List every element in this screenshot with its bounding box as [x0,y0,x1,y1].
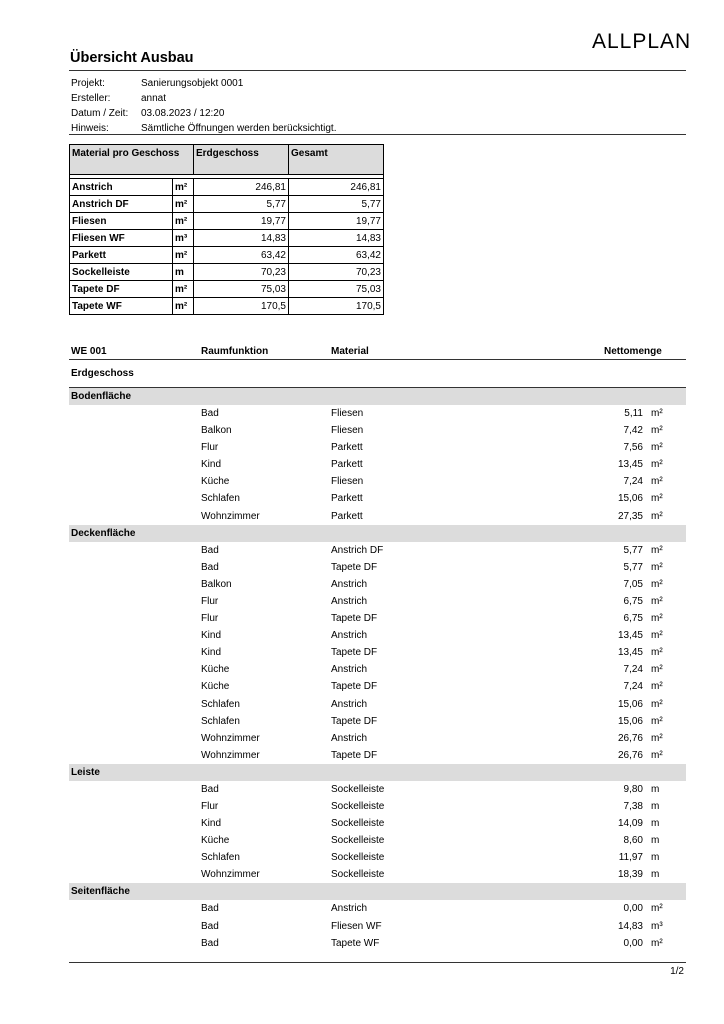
material-name: Sockelleiste [331,818,385,830]
detail-header-unit: WE 001 [71,346,107,357]
summary-total-value: 14,83 [289,230,384,247]
net-amount: 15,06 [617,493,643,505]
summary-total-value: 63,42 [289,247,384,264]
net-amount: 6,75 [623,595,643,607]
allplan-logo: ALLPLAN [592,30,692,53]
detail-row [69,900,686,917]
amount-unit: m² [651,442,663,454]
material-name: Sockelleiste [331,835,385,847]
net-amount: 14,09 [617,818,643,830]
room-name: Bad [201,561,219,573]
net-amount: 7,24 [623,681,643,693]
summary-row [70,230,384,247]
amount-unit: m [651,835,660,847]
detail-row [69,456,686,473]
summary-total-value: 5,77 [289,196,384,213]
material-name: Parkett [331,459,363,471]
summary-eg-value: 170,5 [194,298,289,315]
info-row [71,76,336,91]
info-value: annat [141,93,167,104]
amount-unit: m² [651,630,663,642]
room-name: Schlafen [201,715,240,727]
amount-unit: m [651,783,660,795]
amount-unit: m [651,800,660,812]
net-amount: 7,38 [623,800,643,812]
amount-unit: m² [651,595,663,607]
summary-total-value: 75,03 [289,281,384,298]
amount-unit: m² [651,476,663,488]
detail-row [69,610,686,627]
room-name: Schlafen [201,493,240,505]
room-name: Wohnzimmer [201,510,260,522]
summary-total-value: 19,77 [289,213,384,230]
info-row [71,106,336,121]
detail-row [69,473,686,490]
detail-row [69,405,686,422]
material-name: Tapete DF [331,681,378,693]
room-name: Flur [201,800,219,812]
summary-eg-value: 5,77 [194,196,289,213]
detail-row [69,678,686,695]
summary-material: Parkett [70,247,173,264]
material-name: Tapete DF [331,561,378,573]
detail-row [69,559,686,576]
amount-unit: m² [651,647,663,659]
amount-unit: m² [651,544,663,556]
net-amount: 9,80 [623,783,643,795]
section-heading: Deckenfläche [69,525,686,542]
amount-unit: m² [651,903,663,915]
amount-unit: m² [651,732,663,744]
amount-unit: m [651,818,660,830]
detail-header-amount: Nettomenge [604,346,662,357]
section-heading: Bodenfläche [69,388,686,405]
net-amount: 0,00 [623,903,643,915]
summary-unit: m² [173,247,194,264]
detail-row [69,832,686,849]
detail-row [69,593,686,610]
net-amount: 5,77 [623,561,643,573]
room-name: Küche [201,835,230,847]
net-amount: 13,45 [617,647,643,659]
summary-material: Tapete DF [70,281,173,298]
summary-row [70,298,384,315]
amount-unit: m² [651,561,663,573]
net-amount: 14,83 [617,920,643,932]
summary-material: Tapete WF [70,298,173,315]
summary-unit: m³ [173,230,194,247]
detail-row [69,935,686,952]
info-value: Sanierungsobjekt 0001 [141,78,244,89]
summary-material: Anstrich DF [70,196,173,213]
amount-unit: m² [651,493,663,505]
page-title: Übersicht Ausbau [70,50,194,66]
summary-header-row [70,145,384,175]
section-heading: Leiste [69,764,686,781]
detail-row [69,849,686,866]
summary-eg-value: 75,03 [194,281,289,298]
material-name: Anstrich [331,732,368,744]
net-amount: 7,56 [623,442,643,454]
project-info [71,76,336,136]
material-name: Sockelleiste [331,852,385,864]
room-name: Schlafen [201,698,240,710]
detail-row [69,781,686,798]
room-name: Schlafen [201,852,240,864]
room-name: Küche [201,664,230,676]
detail-header-divider [69,359,686,360]
material-name: Sockelleiste [331,800,385,812]
net-amount: 0,00 [623,937,643,949]
material-name: Tapete DF [331,613,378,625]
net-amount: 7,42 [623,425,643,437]
info-key: Ersteller: [71,93,111,104]
net-amount: 26,76 [617,749,643,761]
amount-unit: m² [651,698,663,710]
material-name: Tapete DF [331,647,378,659]
detail-row [69,730,686,747]
summary-eg-value: 70,23 [194,264,289,281]
material-name: Parkett [331,442,363,454]
detail-row [69,644,686,661]
net-amount: 27,35 [617,510,643,522]
material-name: Parkett [331,510,363,522]
summary-row [70,213,384,230]
detail-row [69,439,686,456]
summary-unit: m² [173,196,194,213]
room-name: Flur [201,613,219,625]
room-name: Bad [201,783,219,795]
detail-row [69,696,686,713]
material-name: Tapete DF [331,749,378,761]
room-name: Bad [201,544,219,556]
detail-row [69,661,686,678]
room-name: Balkon [201,578,232,590]
material-name: Anstrich [331,630,368,642]
room-name: Flur [201,442,219,454]
material-name: Tapete WF [331,937,380,949]
amount-unit: m [651,869,660,881]
net-amount: 18,39 [617,869,643,881]
summary-row [70,247,384,264]
material-name: Anstrich [331,595,368,607]
detail-row [69,713,686,730]
detail-row [69,798,686,815]
amount-unit: m² [651,664,663,676]
material-name: Fliesen [331,425,364,437]
amount-unit: m² [651,459,663,471]
info-key: Hinweis: [71,123,109,134]
room-name: Bad [201,408,219,419]
room-name: Flur [201,595,219,607]
summary-material: Anstrich [70,179,173,196]
info-row [71,91,336,106]
room-name: Wohnzimmer [201,869,260,881]
net-amount: 13,45 [617,630,643,642]
room-name: Bad [201,920,219,932]
material-name: Fliesen WF [331,920,382,932]
material-name: Sockelleiste [331,783,385,795]
material-name: Fliesen [331,408,364,419]
amount-unit: m² [651,749,663,761]
material-name: Fliesen [331,476,364,488]
amount-unit: m² [651,408,663,419]
room-name: Kind [201,818,222,830]
summary-total-value: 246,81 [289,179,384,196]
summary-row [70,264,384,281]
detail-row [69,815,686,832]
amount-unit: m³ [651,920,663,932]
summary-unit: m² [173,281,194,298]
material-name: Parkett [331,493,363,505]
room-name: Bad [201,903,219,915]
room-name: Bad [201,937,219,949]
net-amount: 15,06 [617,715,643,727]
amount-unit: m² [651,613,663,625]
net-amount: 11,97 [618,852,643,864]
material-summary-table [69,144,384,315]
summary-material: Sockelleiste [70,264,173,281]
detail-header-material: Material [331,346,369,357]
material-name: Sockelleiste [331,869,385,881]
summary-header-total: Gesamt [289,145,384,175]
summary-total-value: 170,5 [289,298,384,315]
net-amount: 5,11 [624,408,643,419]
room-name: Kind [201,630,222,642]
summary-eg-value: 14,83 [194,230,289,247]
net-amount: 13,45 [617,459,643,471]
summary-eg-value: 246,81 [194,179,289,196]
net-amount: 7,24 [623,476,643,488]
detail-row [69,508,686,525]
detail-row [69,866,686,883]
summary-unit: m² [173,298,194,315]
summary-row [70,179,384,196]
room-name: Küche [201,681,230,693]
amount-unit: m² [651,681,663,693]
summary-eg-value: 19,77 [194,213,289,230]
summary-unit: m² [173,179,194,196]
detail-row [69,918,686,935]
summary-row [70,196,384,213]
floor-heading: Erdgeschoss [69,364,686,388]
room-name: Wohnzimmer [201,732,260,744]
material-name: Anstrich DF [331,544,384,556]
summary-row [70,281,384,298]
summary-header-eg: Erdgeschoss [194,145,289,175]
title-divider [69,70,686,71]
material-name: Anstrich [331,903,368,915]
summary-material: Fliesen [70,213,173,230]
net-amount: 5,77 [623,544,643,556]
footer-divider [69,962,686,963]
info-key: Datum / Zeit: [71,108,129,119]
amount-unit: m [651,852,660,864]
net-amount: 26,76 [617,732,643,744]
detail-row [69,542,686,559]
detail-row [69,422,686,439]
detail-row [69,627,686,644]
summary-unit: m² [173,213,194,230]
summary-eg-value: 63,42 [194,247,289,264]
material-name: Anstrich [331,664,368,676]
detail-row [69,576,686,593]
section-heading: Seitenfläche [69,883,686,900]
summary-unit: m [173,264,194,281]
room-name: Balkon [201,425,232,437]
detail-list [69,364,686,952]
info-key: Projekt: [71,78,105,89]
page-number: 1/2 [670,966,684,977]
net-amount: 8,60 [623,835,643,847]
amount-unit: m² [651,578,663,590]
info-divider [69,134,686,135]
detail-row [69,747,686,764]
room-name: Küche [201,476,230,488]
room-name: Kind [201,647,222,659]
amount-unit: m² [651,715,663,727]
amount-unit: m² [651,510,663,522]
amount-unit: m² [651,425,663,437]
material-name: Anstrich [331,578,368,590]
info-value: 03.08.2023 / 12:20 [141,108,225,119]
room-name: Wohnzimmer [201,749,260,761]
summary-header-material: Material pro Geschoss [70,145,194,175]
summary-total-value: 70,23 [289,264,384,281]
net-amount: 15,06 [617,698,643,710]
net-amount: 7,24 [623,664,643,676]
room-name: Kind [201,459,222,471]
net-amount: 6,75 [623,613,643,625]
info-value: Sämtliche Öffnungen werden berücksichtigt. [141,123,337,134]
amount-unit: m² [651,937,663,949]
detail-header-room: Raumfunktion [201,346,269,357]
material-name: Anstrich [331,698,368,710]
material-name: Tapete DF [331,715,378,727]
net-amount: 7,05 [623,578,643,590]
detail-row [69,490,686,507]
summary-material: Fliesen WF [70,230,173,247]
